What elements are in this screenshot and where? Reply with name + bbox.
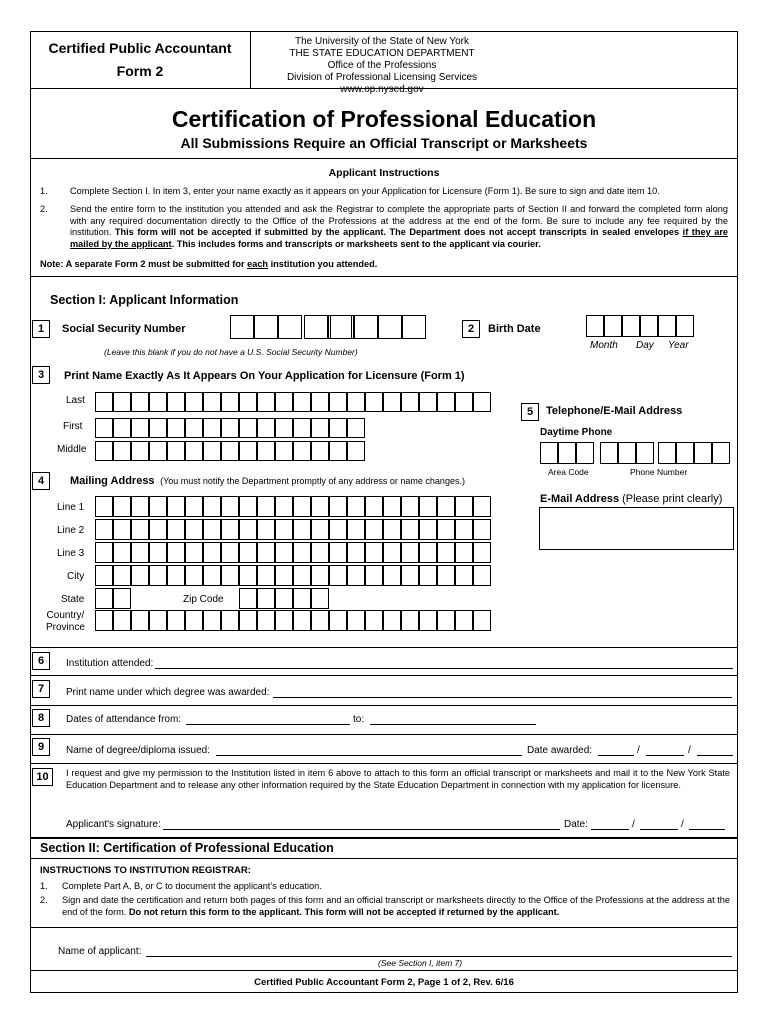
month-label: Month: [590, 340, 618, 351]
item9-rule: [30, 763, 738, 764]
char-box[interactable]: [365, 542, 383, 563]
char-box[interactable]: [257, 392, 275, 412]
char-box[interactable]: [167, 610, 185, 631]
degree-name-label: Print name under which degree was awarded:: [66, 687, 270, 698]
item8-rule: [30, 734, 738, 735]
char-box[interactable]: [221, 519, 239, 540]
note-tail: institution you attended.: [268, 259, 378, 269]
char-box[interactable]: [455, 565, 473, 586]
char-box[interactable]: [131, 441, 149, 461]
page-subtitle: All Submissions Require an Official Transcript or Marksheets: [180, 135, 588, 151]
signature-date-day[interactable]: [640, 829, 678, 830]
char-box[interactable]: [311, 610, 329, 631]
agency-line: THE STATE EDUCATION DEPARTMENT: [289, 48, 475, 59]
char-box[interactable]: [95, 496, 113, 517]
instruction-2-text: Send the entire form to the institution you attended and ask the Registrar to complete the appropriate parts of Section II and forward the completed form along with any required documentation directly to the Office of the Professions at the address at the end of the form. Be sure to include any fee required by the institution.: [70, 204, 728, 237]
form-title: Certified Public Accountant: [48, 40, 232, 56]
char-box[interactable]: [95, 519, 113, 540]
degree-issued-label: Name of degree/diploma issued:: [66, 745, 210, 756]
char-box[interactable]: [383, 519, 401, 540]
char-box[interactable]: [473, 519, 491, 540]
char-box[interactable]: [257, 588, 275, 609]
applicant-name-label: Name of applicant:: [58, 946, 142, 957]
char-box[interactable]: [221, 441, 239, 461]
date-awarded-year[interactable]: [697, 755, 733, 756]
ssn-hint: (Leave this blank if you do not have a U.S. Social Security Number): [104, 347, 358, 357]
char-box[interactable]: [149, 610, 167, 631]
char-box[interactable]: [401, 542, 419, 563]
institution-label: Institution attended:: [66, 658, 154, 669]
char-box[interactable]: [473, 392, 491, 412]
char-box[interactable]: [221, 610, 239, 631]
char-box[interactable]: [113, 496, 131, 517]
char-box[interactable]: [185, 519, 203, 540]
char-box[interactable]: [149, 418, 167, 438]
first-name-boxes[interactable]: [95, 418, 365, 438]
attendance-from-field[interactable]: [186, 724, 350, 725]
char-box[interactable]: [437, 392, 455, 412]
slash: /: [681, 819, 684, 830]
char-box[interactable]: [203, 418, 221, 438]
section2-heading-rule: [30, 858, 738, 859]
char-box[interactable]: [131, 565, 149, 586]
char-box[interactable]: [275, 610, 293, 631]
char-box[interactable]: [473, 496, 491, 517]
char-box[interactable]: [167, 496, 185, 517]
char-box[interactable]: [113, 610, 131, 631]
zip-label: Zip Code: [183, 594, 224, 605]
note-text: Note: A separate Form 2 must be submitted for: [40, 259, 248, 269]
signature-label: Applicant's signature:: [66, 819, 161, 830]
char-box[interactable]: [293, 441, 311, 461]
char-box[interactable]: [383, 392, 401, 412]
birth-month-boxes[interactable]: [586, 315, 622, 337]
email-field[interactable]: [539, 507, 734, 550]
instruction-1-num: 1.: [40, 186, 48, 196]
line2-label: Line 2: [57, 525, 85, 536]
footer-rule: [30, 970, 738, 971]
state-label: State: [61, 594, 85, 605]
char-box[interactable]: [347, 610, 365, 631]
birth-date-label: Birth Date: [488, 323, 541, 335]
address-line2-boxes[interactable]: [95, 519, 491, 540]
attendance-to-label: to:: [353, 714, 365, 725]
telephone-label: Telephone/E-Mail Address: [546, 405, 683, 417]
registrar-2-text: Sign and date the certification and return both pages of this form and an official transcript or marksheets directly to the Office of the Professions at the address at the end of the form.: [62, 895, 730, 917]
instruction-2-tail: . This includes forms and transcripts or marksheets sent to the applicant via courier.: [171, 238, 541, 249]
slash: /: [688, 745, 691, 756]
char-box[interactable]: [275, 588, 293, 609]
instructions-heading: Applicant Instructions: [328, 167, 440, 179]
char-box[interactable]: [185, 496, 203, 517]
section2-top-rule: [30, 837, 738, 839]
instructions-note: [40, 259, 377, 271]
char-box[interactable]: [311, 441, 329, 461]
char-box[interactable]: [149, 565, 167, 586]
birth-day-boxes[interactable]: [622, 315, 658, 337]
char-box[interactable]: [347, 392, 365, 412]
char-box[interactable]: [311, 588, 329, 609]
char-box[interactable]: [149, 542, 167, 563]
zip-boxes[interactable]: [239, 588, 329, 609]
date-awarded-month[interactable]: [598, 755, 634, 756]
char-box[interactable]: [167, 392, 185, 412]
date-awarded-label: Date awarded:: [527, 745, 593, 756]
char-box[interactable]: [185, 392, 203, 412]
ssn-label: Social Security Number: [62, 323, 186, 335]
char-box[interactable]: [347, 441, 365, 461]
char-box[interactable]: [401, 496, 419, 517]
char-box[interactable]: [365, 496, 383, 517]
address-line1-boxes[interactable]: [95, 496, 491, 517]
char-box[interactable]: [329, 441, 347, 461]
line1-label: Line 1: [57, 502, 85, 513]
see-item-7: (See Section I, item 7): [378, 958, 463, 968]
char-box[interactable]: [149, 441, 167, 461]
city-label: City: [67, 571, 85, 582]
last-label: Last: [66, 395, 85, 406]
city-boxes[interactable]: [95, 565, 491, 586]
char-box[interactable]: [149, 519, 167, 540]
country-label-1: Country/: [46, 610, 85, 621]
day-label: Day: [636, 340, 654, 351]
char-box[interactable]: [131, 496, 149, 517]
char-box[interactable]: [131, 519, 149, 540]
mailing-address-wrap: [70, 475, 465, 487]
instruction-2-num: 2.: [40, 204, 48, 214]
char-box[interactable]: [311, 519, 329, 540]
date-awarded-day[interactable]: [646, 755, 684, 756]
char-box[interactable]: [419, 565, 437, 586]
item-4-number: 4: [32, 472, 50, 490]
char-box[interactable]: [221, 565, 239, 586]
char-box[interactable]: [329, 418, 347, 438]
email-label-wrap: [540, 493, 722, 505]
char-box[interactable]: [293, 588, 311, 609]
char-box[interactable]: [257, 542, 275, 563]
char-box[interactable]: [437, 610, 455, 631]
char-box[interactable]: [473, 565, 491, 586]
print-name-label: Print Name Exactly As It Appears On Your Application for Licensure (Form 1): [64, 370, 465, 382]
slash: /: [632, 819, 635, 830]
agency-line: Office of the Professions: [327, 60, 437, 71]
char-box[interactable]: [401, 565, 419, 586]
char-box[interactable]: [437, 565, 455, 586]
char-box[interactable]: [437, 519, 455, 540]
char-box[interactable]: [329, 542, 347, 563]
char-box[interactable]: [149, 496, 167, 517]
registrar-2: [62, 895, 730, 918]
country-label: [46, 610, 85, 634]
country-boxes[interactable]: [95, 610, 491, 631]
registrar-1: Complete Part A, B, or C to document the applicant’s education.: [62, 881, 322, 891]
char-box[interactable]: [293, 496, 311, 517]
char-box[interactable]: [329, 519, 347, 540]
signature-date-year[interactable]: [689, 829, 725, 830]
char-box[interactable]: [329, 610, 347, 631]
item-2-number: 2: [462, 320, 480, 338]
char-box[interactable]: [311, 392, 329, 412]
char-box[interactable]: [167, 418, 185, 438]
registrar-2-warning: Do not return this form to the applicant. This form will not be accepted if returned by the applicant.: [128, 906, 560, 917]
char-box[interactable]: [365, 519, 383, 540]
daytime-phone-label: Daytime Phone: [540, 427, 613, 438]
char-box[interactable]: [239, 542, 257, 563]
instructions-rule: [30, 276, 738, 277]
char-box[interactable]: [365, 565, 383, 586]
attendance-from-label: Dates of attendance from:: [66, 714, 182, 725]
char-box[interactable]: [293, 542, 311, 563]
char-box[interactable]: [365, 610, 383, 631]
char-box[interactable]: [311, 565, 329, 586]
char-box[interactable]: [113, 565, 131, 586]
item-8-number: 8: [32, 709, 50, 727]
char-box[interactable]: [419, 496, 437, 517]
char-box[interactable]: [275, 496, 293, 517]
item-6-number: 6: [32, 652, 50, 670]
char-box[interactable]: [257, 496, 275, 517]
item-3-number: 3: [32, 366, 50, 384]
country-label-2: Province: [46, 622, 85, 633]
signature-date-month[interactable]: [591, 829, 629, 830]
instruction-2-warning: This form will not be accepted if submitted by the applicant. The Department does not accept transcripts in sealed envelopes: [114, 227, 683, 237]
char-box[interactable]: [185, 610, 203, 631]
char-box[interactable]: [437, 496, 455, 517]
section1-rule: [30, 647, 738, 648]
note-emphasis: each: [247, 259, 269, 269]
char-box[interactable]: [203, 565, 221, 586]
char-box[interactable]: [95, 418, 113, 438]
area-code-boxes[interactable]: [540, 442, 594, 464]
char-box[interactable]: [329, 496, 347, 517]
char-box[interactable]: [113, 441, 131, 461]
char-box[interactable]: [329, 392, 347, 412]
char-box[interactable]: [257, 441, 275, 461]
char-box[interactable]: [347, 565, 365, 586]
degree-issued-field[interactable]: [216, 755, 522, 756]
char-box[interactable]: [401, 519, 419, 540]
char-box[interactable]: [455, 519, 473, 540]
char-box[interactable]: [239, 610, 257, 631]
ssn-serial-boxes[interactable]: [330, 315, 426, 339]
registrar-rule: [30, 927, 738, 928]
char-box[interactable]: [131, 418, 149, 438]
char-box[interactable]: [185, 565, 203, 586]
signature-field[interactable]: [163, 829, 560, 830]
birth-year-boxes[interactable]: [658, 315, 694, 337]
char-box[interactable]: [275, 519, 293, 540]
middle-label: Middle: [57, 444, 87, 455]
char-box[interactable]: [455, 610, 473, 631]
char-box[interactable]: [419, 392, 437, 412]
char-box[interactable]: [293, 392, 311, 412]
email-label: E-Mail Address: [540, 493, 620, 505]
char-box[interactable]: [275, 392, 293, 412]
footer: Certified Public Accountant Form 2, Page 1 of 2, Rev. 6/16: [254, 977, 514, 988]
registrar-2-num: 2.: [40, 895, 48, 905]
char-box[interactable]: [257, 610, 275, 631]
char-box[interactable]: [131, 542, 149, 563]
char-box[interactable]: [185, 418, 203, 438]
char-box[interactable]: [167, 519, 185, 540]
char-box[interactable]: [131, 610, 149, 631]
char-box[interactable]: [293, 519, 311, 540]
signature-date-label: Date:: [564, 819, 588, 830]
char-box[interactable]: [365, 392, 383, 412]
char-box[interactable]: [383, 496, 401, 517]
char-box[interactable]: [221, 496, 239, 517]
email-hint: (Please print clearly): [622, 493, 723, 505]
char-box[interactable]: [455, 542, 473, 563]
char-box[interactable]: [419, 542, 437, 563]
section1-heading: Section I: Applicant Information: [50, 293, 239, 307]
char-box[interactable]: [401, 610, 419, 631]
char-box[interactable]: [347, 418, 365, 438]
char-box[interactable]: [455, 392, 473, 412]
char-box[interactable]: [239, 418, 257, 438]
state-boxes[interactable]: [95, 588, 131, 609]
char-box[interactable]: [437, 542, 455, 563]
char-box[interactable]: [347, 519, 365, 540]
char-box[interactable]: [383, 565, 401, 586]
char-box[interactable]: [347, 496, 365, 517]
char-box[interactable]: [167, 441, 185, 461]
item6-rule: [30, 675, 738, 676]
char-box[interactable]: [239, 392, 257, 412]
applicant-name-field[interactable]: [146, 956, 732, 957]
char-box[interactable]: [275, 441, 293, 461]
last-name-boxes[interactable]: [95, 392, 491, 412]
mailing-address-label: Mailing Address: [70, 475, 155, 487]
char-box[interactable]: [221, 542, 239, 563]
char-box[interactable]: [221, 418, 239, 438]
char-box[interactable]: [239, 565, 257, 586]
item-1-number: 1: [32, 320, 50, 338]
section2-heading: Section II: Certification of Professional Education: [40, 841, 334, 855]
title-rule: [30, 158, 738, 159]
char-box[interactable]: [203, 496, 221, 517]
char-box[interactable]: [149, 392, 167, 412]
attendance-to-field[interactable]: [370, 724, 536, 725]
agency-line: www.op.nysed.gov: [340, 84, 424, 95]
permission-statement: I request and give my permission to the Institution listed in item 6 above to attach to this form an official transcript or marksheets and mail it to the New York State Education Department and to release any other information required by the State Education Department in connection with my application for licensure.: [66, 768, 730, 790]
char-box[interactable]: [113, 542, 131, 563]
item-7-number: 7: [32, 680, 50, 698]
agency-block: [268, 36, 496, 96]
char-box[interactable]: [293, 565, 311, 586]
registrar-1-num: 1.: [40, 881, 48, 891]
agency-line: The University of the State of New York: [295, 36, 469, 47]
char-box[interactable]: [239, 496, 257, 517]
char-box[interactable]: [167, 542, 185, 563]
instruction-2-underlined: if they are mailed by the applicant: [70, 227, 729, 249]
instruction-1: Complete Section I. In item 3, enter your name exactly as it appears on your Application for Licensure (Form 1). Be sure to sign and date item 10.: [70, 186, 660, 196]
phone-number-boxes[interactable]: [600, 442, 730, 464]
char-box[interactable]: [257, 565, 275, 586]
item-10-number: 10: [32, 768, 53, 786]
char-box[interactable]: [185, 441, 203, 461]
item-5-number: 5: [521, 403, 539, 421]
page-title: Certification of Professional Education: [171, 106, 597, 132]
header-divider: [250, 31, 251, 88]
char-box[interactable]: [383, 542, 401, 563]
middle-name-boxes[interactable]: [95, 441, 365, 461]
char-box[interactable]: [329, 565, 347, 586]
first-label: First: [63, 421, 83, 432]
char-box[interactable]: [185, 542, 203, 563]
slash: /: [637, 745, 640, 756]
char-box[interactable]: [113, 392, 131, 412]
phone-number-label: Phone Number: [630, 467, 688, 477]
char-box[interactable]: [113, 418, 131, 438]
char-box[interactable]: [95, 441, 113, 461]
char-box[interactable]: [275, 418, 293, 438]
char-box[interactable]: [113, 519, 131, 540]
char-box[interactable]: [311, 418, 329, 438]
char-box[interactable]: [455, 496, 473, 517]
char-box[interactable]: [95, 542, 113, 563]
char-box[interactable]: [257, 418, 275, 438]
char-box[interactable]: [221, 392, 239, 412]
char-box[interactable]: [419, 610, 437, 631]
institution-field[interactable]: [155, 668, 733, 669]
char-box[interactable]: [311, 542, 329, 563]
char-box[interactable]: [203, 542, 221, 563]
ssn-area-boxes[interactable]: [230, 315, 302, 339]
instruction-2: [70, 204, 728, 250]
line3-label: Line 3: [57, 548, 85, 559]
char-box[interactable]: [239, 588, 257, 609]
char-box[interactable]: [167, 565, 185, 586]
char-box[interactable]: [275, 542, 293, 563]
char-box[interactable]: [293, 610, 311, 631]
char-box[interactable]: [311, 496, 329, 517]
agency-line: Division of Professional Licensing Services: [286, 72, 478, 83]
char-box[interactable]: [203, 441, 221, 461]
mailing-address-hint: (You must notify the Department promptly of any address or name changes.): [160, 476, 465, 486]
char-box[interactable]: [401, 392, 419, 412]
item-9-number: 9: [32, 738, 50, 756]
char-box[interactable]: [383, 610, 401, 631]
char-box[interactable]: [239, 519, 257, 540]
char-box[interactable]: [293, 418, 311, 438]
char-box[interactable]: [95, 565, 113, 586]
degree-name-field[interactable]: [273, 697, 732, 698]
char-box[interactable]: [95, 392, 113, 412]
address-line3-boxes[interactable]: [95, 542, 491, 563]
char-box[interactable]: [95, 610, 113, 631]
char-box[interactable]: [239, 441, 257, 461]
char-box[interactable]: [275, 565, 293, 586]
char-box[interactable]: [473, 542, 491, 563]
item7-rule: [30, 705, 738, 706]
char-box[interactable]: [347, 542, 365, 563]
char-box[interactable]: [203, 519, 221, 540]
char-box[interactable]: [257, 519, 275, 540]
registrar-instructions-heading: INSTRUCTIONS TO INSTITUTION REGISTRAR:: [40, 865, 251, 876]
form-number: Form 2: [116, 63, 164, 79]
char-box[interactable]: [131, 392, 149, 412]
char-box[interactable]: [419, 519, 437, 540]
char-box[interactable]: [203, 610, 221, 631]
char-box[interactable]: [473, 610, 491, 631]
char-box[interactable]: [203, 392, 221, 412]
year-label: Year: [668, 340, 689, 351]
area-code-label: Area Code: [548, 467, 589, 477]
